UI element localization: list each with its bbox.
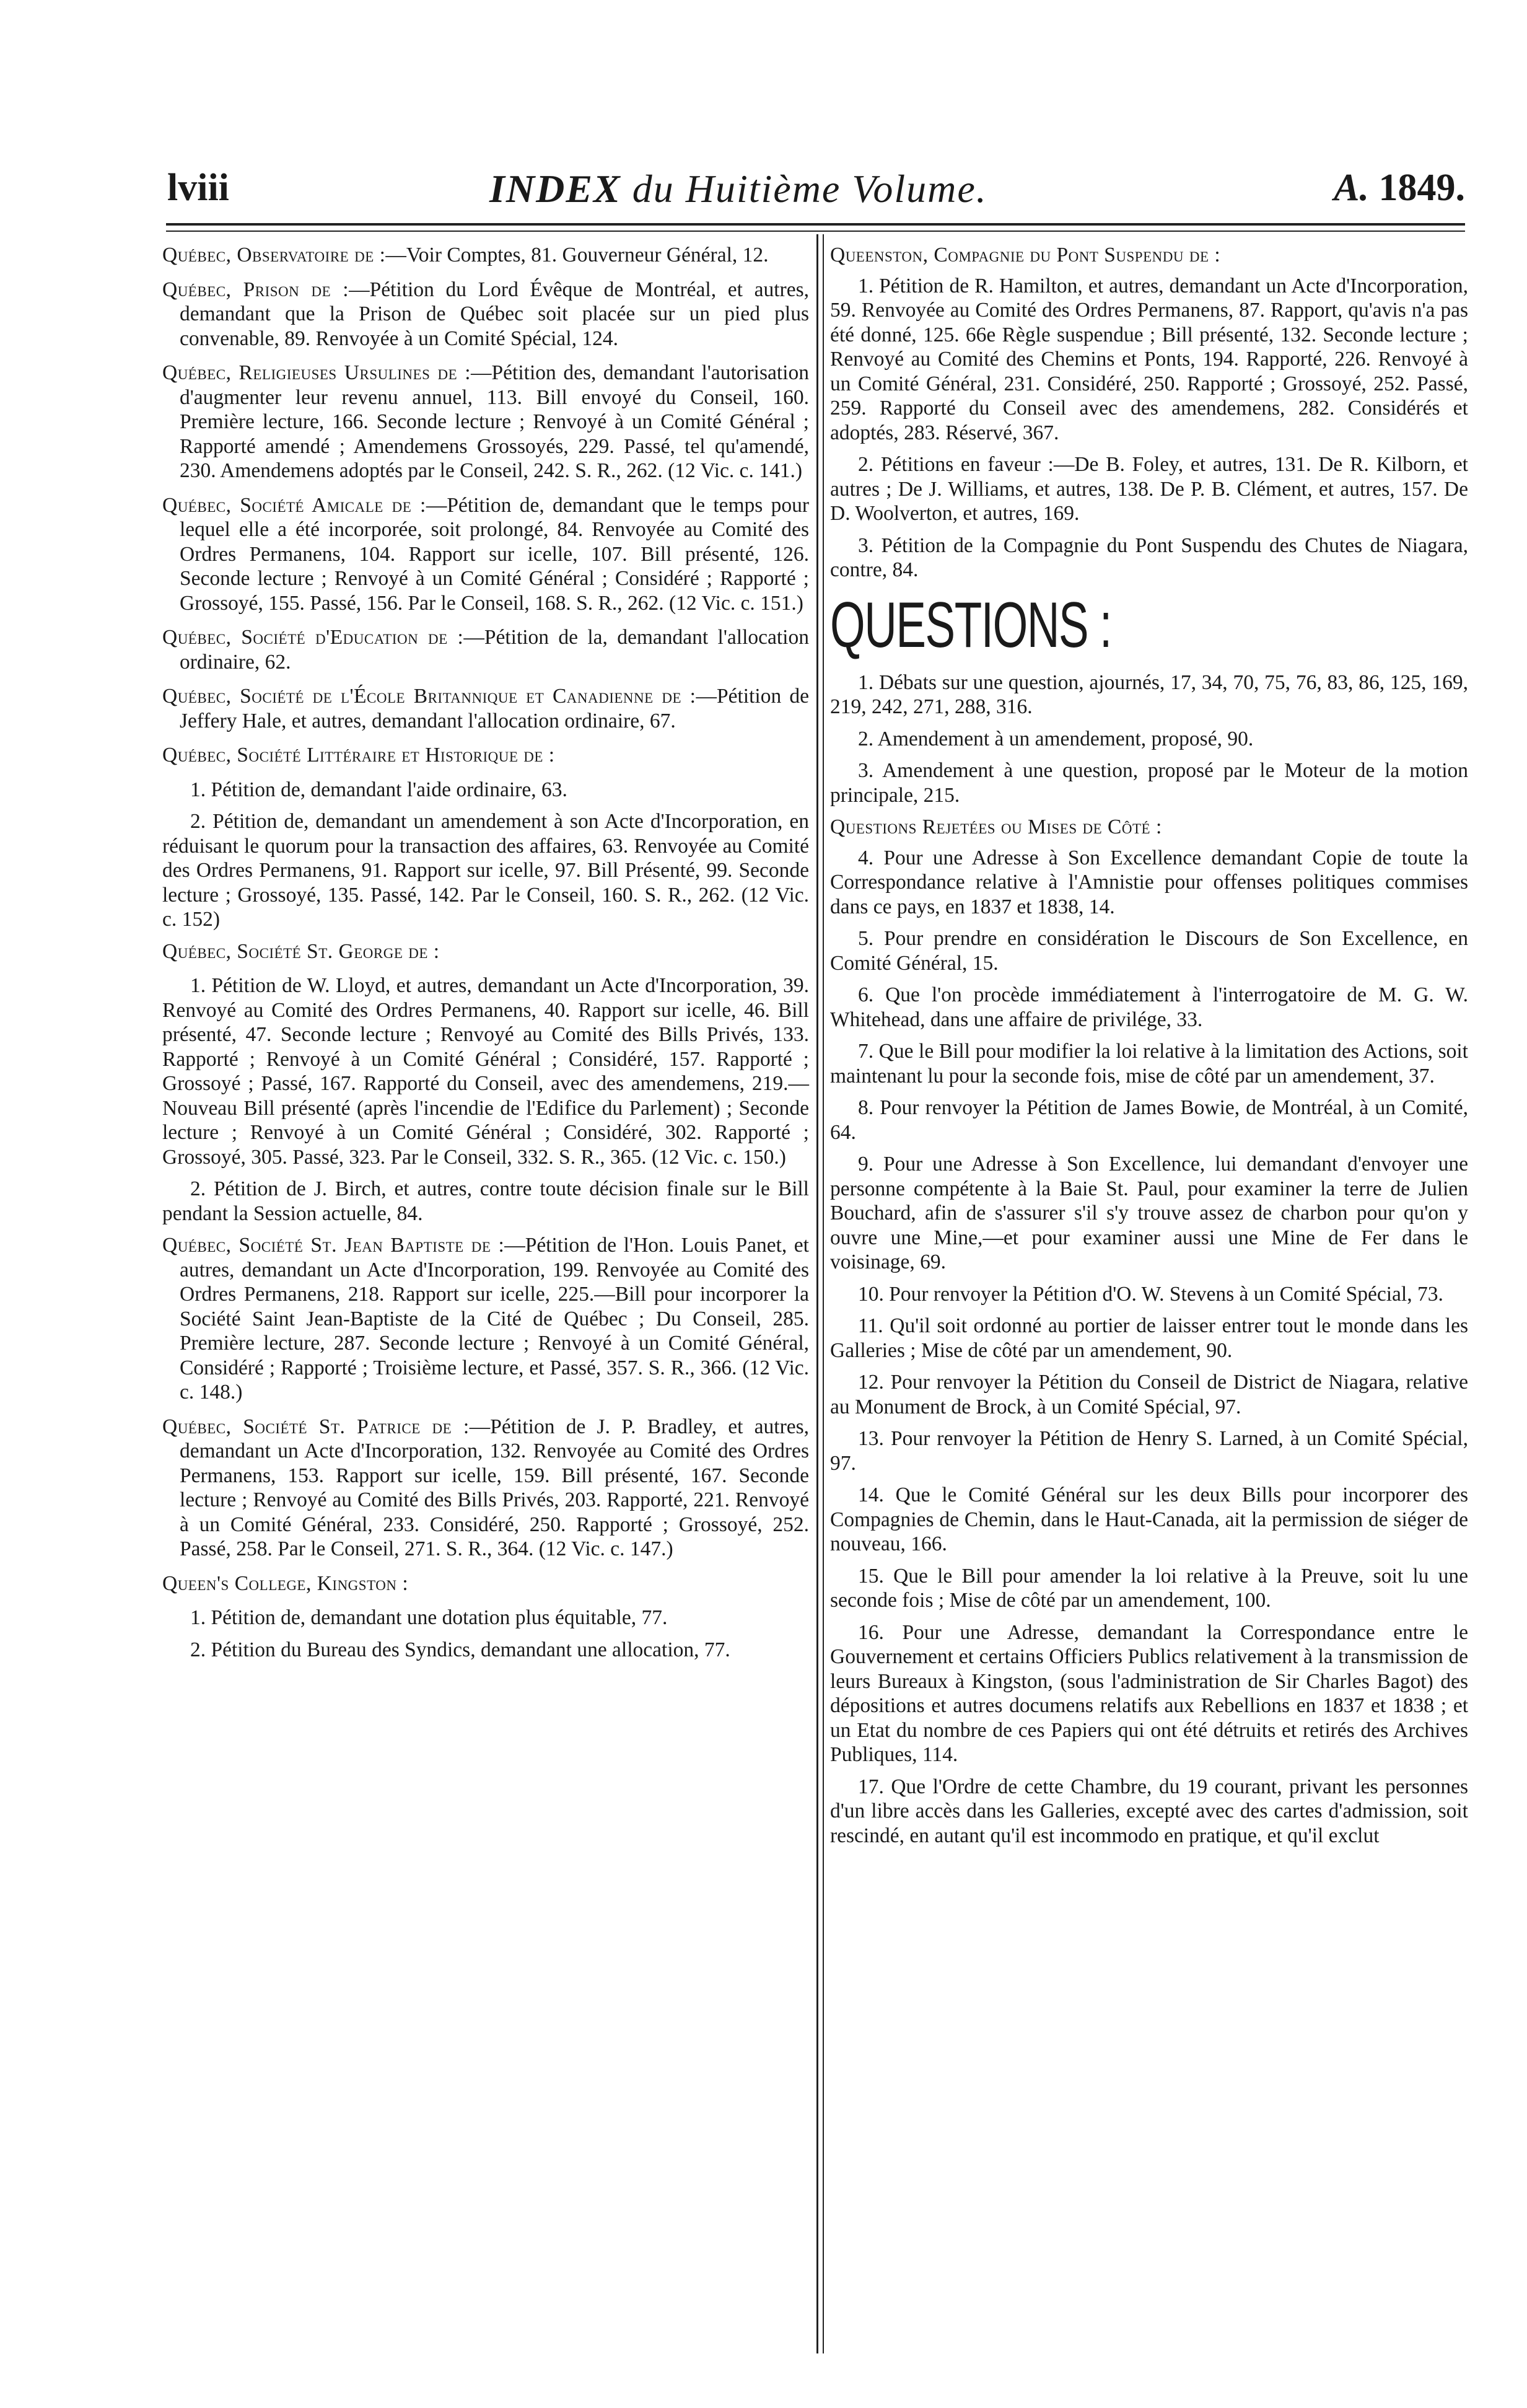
- entry-subitem: 9. Pour une Adresse à Son Excellence, lui demandant d'envoyer une personne compétente à la Baie St. Paul, pour examiner la terre de Julien Bouchard, afin de s'assurer s'il s'y trouve assez de charbon pour qu'on y ouvre une Mine,—et pour examiner aussi une Mine de Fer dans le voisinage, 69.: [830, 1153, 1468, 1273]
- index-entry: [162, 493, 809, 616]
- header-rule-thin: [166, 231, 1465, 232]
- queenston-heading: Queenston, Compagnie du Pont Suspendu de :: [830, 244, 1221, 266]
- entry-subitem: 2. Pétition de, demandant un amendement à son Acte d'Incorporation, en réduisant le quorum pour la transaction des affaires, 63. Renvoyée au Comité des Ordres Permanens, 91. Rapport sur icelle, 97. Bill Présenté, 99. Seconde lecture ; Grossoyé, 135. Passé, 142. Par le Conseil, 160. S. R., 262. (12 Vic. c. 152): [162, 810, 809, 931]
- queenston-entries: [830, 274, 1468, 582]
- column-divider: [816, 234, 818, 2353]
- index-entry: [162, 361, 809, 483]
- questions-title: QUESTIONS :: [830, 589, 1111, 661]
- index-entry: [162, 684, 809, 733]
- entry-text: —Pétition de Jeffery Hale, et autres, demandant l'allocation ordinaire, 67.: [180, 685, 809, 732]
- entry-subitem: 1. Pétition de W. Lloyd, et autres, demandant un Acte d'Incorporation, 39. Renvoyé au Comité des Ordres Permanens, 40. Rapport sur icelle, 46. Bill présenté, 47. Seconde lecture ; Renvoyé au Comité des Bills Privés, 133. Rapporté ; Renvoyé à un Comité Général ; Considéré, 157. Rapporté ; Grossoyé ; Passé, 167. Rapporté du Conseil, avec des amendemens, 219.—Nouveau Bill présenté (après l'incendie de l'Edifice du Parlement) ; Seconde lecture ; Renvoyé à un Comité Général ; Considéré, 302. Rapporté ; Grossoyé, 305. Passé, 323. Par le Conseil, 332. S. R., 365. (12 Vic. c. 150.): [162, 974, 809, 1169]
- index-entry: [162, 743, 809, 768]
- running-header: [167, 166, 1465, 216]
- entry-heading: Québec, Société de l'École Britannique et Canadienne de :: [162, 685, 696, 708]
- index-entry: [162, 1415, 809, 1562]
- entry-subitem: 4. Pour une Adresse à Son Excellence demandant Copie de toute la Correspondance relative à l'Amnistie pour offenses politiques commises dans ce pays, en 1837 et 1838, 14.: [830, 846, 1468, 918]
- entry-text: —Voir Comptes, 81. Gouverneur Général, 12.: [385, 244, 769, 266]
- entry-subitem: 2. Pétition du Bureau des Syndics, demandant une allocation, 77.: [190, 1638, 730, 1661]
- entry-text: —Pétition de l'Hon. Louis Panet, et autres, demandant un Acte d'Incorporation, 199. Renvoyée au Comité des Ordres Permanens, 218. Rapport sur icelle, 225.—Bill pour incorporer la Société Saint Jean-Baptiste de la Cité de Québec ; Du Conseil, 285. Première lecture, 287. Seconde lecture ; Renvoyé à un Comité Général, Considéré ; Rapporté ; Troisième lecture, et Passé, 357. S. R., 366. (12 Vic. c. 148.): [180, 1234, 809, 1404]
- entry-subitem: 10. Pour renvoyer la Pétition d'O. W. Stevens à un Comité Spécial, 73.: [858, 1282, 1443, 1306]
- index-entry: [162, 278, 809, 351]
- entry-heading: Québec, Société St. Jean Baptiste de :: [162, 1234, 505, 1257]
- entry-heading: Québec, Religieuses Ursulines de :: [162, 361, 471, 384]
- title-index: INDEX: [489, 167, 621, 211]
- entry-subitem: 3. Amendement à une question, proposé par le Moteur de la motion principale, 215.: [830, 759, 1468, 807]
- entry-subitem: 6. Que l'on procède immédiatement à l'interrogatoire de M. G. W. Whitehead, dans une affaire de privilége, 33.: [830, 983, 1468, 1031]
- title-volume: du Huitième Volume.: [621, 167, 987, 211]
- entry-text: —Pétition des, demandant l'autorisation d'augmenter leur revenu annuel, 113. Bill envoyé du Conseil, 160. Première lecture, 166. Seconde lecture ; Renvoyé à un Comité Général ; Rapporté amendé ; Amendemens Grossoyés, 229. Passé, tel qu'amendé, 230. Amendemens adoptés par le Conseil, 242. S. R., 262. (12 Vic. c. 141.): [180, 361, 809, 482]
- entry-subitem: 13. Pour renvoyer la Pétition de Henry S. Larned, à un Comité Spécial, 97.: [830, 1427, 1468, 1475]
- index-entry: [162, 1233, 809, 1405]
- entry-subitem: 17. Que l'Ordre de cette Chambre, du 19 courant, privant les personnes d'un libre accès dans les Galleries, excepté avec des cartes d'admission, soit rescindé, en autant qu'il est incommodo en pratique, et qu'il exclut: [830, 1775, 1468, 1847]
- year-prefix: A.: [1334, 167, 1369, 209]
- year: [1334, 166, 1465, 210]
- entry-subitem: 1. Débats sur une question, ajournés, 17, 34, 70, 75, 76, 83, 86, 125, 169, 219, 242, 271, 288, 316.: [830, 670, 1468, 718]
- entry-text: —Pétition de la, demandant l'allocation ordinaire, 62.: [180, 626, 809, 674]
- entry-subitem: 2. Pétitions en faveur :—De B. Foley, et autres, 131. De R. Kilborn, et autres ; De J. Williams, et autres, 138. De P. B. Clément, et autres, 157. De D. Woolverton, et autres, 169.: [830, 453, 1468, 525]
- entry-subitem: 5. Pour prendre en considération le Discours de Son Excellence, en Comité Général, 15.: [830, 927, 1468, 975]
- entry-text: —Pétition de, demandant que le temps pour lequel elle a été incorporée, soit prolongé, 84. Renvoyée au Comité des Ordres Permanens, 104. Rapport sur icelle, 107. Bill présenté, 126. Seconde lecture ; Renvoyé à un Comité Général ; Considéré ; Rapporté ; Grossoyé, 155. Passé, 156. Par le Conseil, 168. S. R., 262. (12 Vic. c. 151.): [180, 493, 809, 615]
- entry-subitem: 11. Qu'il soit ordonné au portier de laisser entrer tout le monde dans les Galleries ; Mise de côté par un amendement, 90.: [830, 1314, 1468, 1362]
- entry-heading: Québec, Société St. George de :: [162, 939, 440, 963]
- page-title: [489, 166, 987, 212]
- header-rule: [166, 223, 1465, 226]
- entry-subitem: 12. Pour renvoyer la Pétition du Conseil de District de Niagara, relative au Monument de Brock, à un Comité Spécial, 97.: [830, 1371, 1468, 1418]
- page-number: lviii: [167, 167, 229, 209]
- entry-heading: Québec, Observatoire de :: [162, 244, 386, 266]
- rejected-heading: Questions Rejetées ou Mises de Côté :: [830, 815, 1162, 838]
- index-entry: [162, 1571, 809, 1596]
- entry-subitem: 7. Que le Bill pour modifier la loi relative à la limitation des Actions, soit maintenant lu pour la seconde fois, mise de côté par un amendement, 37.: [830, 1040, 1468, 1088]
- entry-heading: Québec, Société d'Education de :: [162, 626, 464, 649]
- entry-heading: Québec, Société Littéraire et Historique de :: [162, 744, 555, 767]
- entry-subitem: 16. Pour une Adresse, demandant la Correspondance entre le Gouvernement et certains Officiers Publics relativement à la transmission de leurs Bureaux à Kingston, (sous l'administration de Sir Charles Bagot) des dépositions et autres documens relatifs aux Rebellions en 1837 et 1838 ; et un Etat du nombre de ces Papiers qui ont été détruits et retirés des Archives Publiques, 114.: [830, 1620, 1468, 1766]
- entry-subitem: 2. Pétition de J. Birch, et autres, contre toute décision finale sur le Bill pendant la Session actuelle, 84.: [162, 1177, 809, 1225]
- entry-subitem: 1. Pétition de R. Hamilton, et autres, demandant un Acte d'Incorporation, 59. Renvoyée au Comité des Ordres Permanens, 87. Rapport, qu'avis n'a pas été donné, 125. 66e Règle suspendue ; Bill présenté, 132. Seconde lecture ; Renvoyé au Comité des Chemins et Ponts, 194. Rapporté, 226. Renvoyé à un Comité Général, 231. Considéré, 250. Rapporté ; Grossoyé, 252. Passé, 259. Rapporté du Conseil avec des amendemens, 282. Considérés et adoptés, 283. Réservé, 367.: [830, 274, 1468, 444]
- entry-heading: Queen's College, Kingston :: [162, 1571, 409, 1595]
- column-divider-thin: [823, 234, 824, 2353]
- entry-subitem: 1. Pétition de, demandant une dotation plus équitable, 77.: [190, 1606, 668, 1629]
- entry-text: —Pétition du Lord Évêque de Montréal, et autres, demandant que la Prison de Québec soit placée sur un pied plus convenable, 89. Renvoyée à un Comité Spécial, 124.: [180, 278, 809, 350]
- index-entry: [162, 243, 809, 268]
- entry-subitem: 15. Que le Bill pour amender la loi relative à la Preuve, soit lu une seconde fois ; Mise de côté par un amendement, 100.: [830, 1564, 1468, 1612]
- entry-text: —Pétition de J. P. Bradley, et autres, demandant un Acte d'Incorporation, 132. Renvoyée au Comité des Ordres Permanens, 153. Rapport sur icelle, 159. Bill présenté, 167. Seconde lecture ; Renvoyé au Comité des Bills Privés, 203. Rapporté, 221. Renvoyé à un Comité Général, 233. Considéré, 250. Rapporté ; Grossoyé, 252. Passé, 258. Par le Conseil, 271. S. R., 364. (12 Vic. c. 147.): [180, 1415, 810, 1560]
- year-value: 1849.: [1369, 167, 1465, 209]
- right-column: [830, 243, 1468, 1855]
- entry-subitem: 2. Amendement à un amendement, proposé, 90.: [858, 727, 1254, 750]
- index-entry: [162, 625, 809, 674]
- index-entry: [162, 939, 809, 964]
- entry-subitem: 1. Pétition de, demandant l'aide ordinaire, 63.: [190, 778, 567, 801]
- left-column: [162, 243, 809, 1669]
- entry-heading: Québec, Société St. Patrice de :: [162, 1415, 470, 1438]
- entry-subitem: 3. Pétition de la Compagnie du Pont Suspendu des Chutes de Niagara, contre, 84.: [830, 534, 1468, 581]
- entry-heading: Québec, Société Amicale de :: [162, 493, 426, 517]
- entry-subitem: 8. Pour renvoyer la Pétition de James Bowie, de Montréal, à un Comité, 64.: [830, 1096, 1468, 1144]
- entry-subitem: 14. Que le Comité Général sur les deux Bills pour incorporer des Compagnies de Chemin, dans le Haut-Canada, ait la permission de siéger de nouveau, 166.: [830, 1483, 1468, 1555]
- rejected-entries: [830, 846, 1468, 1848]
- questions-entries: [830, 670, 1468, 808]
- entry-heading: Québec, Prison de :: [162, 278, 349, 301]
